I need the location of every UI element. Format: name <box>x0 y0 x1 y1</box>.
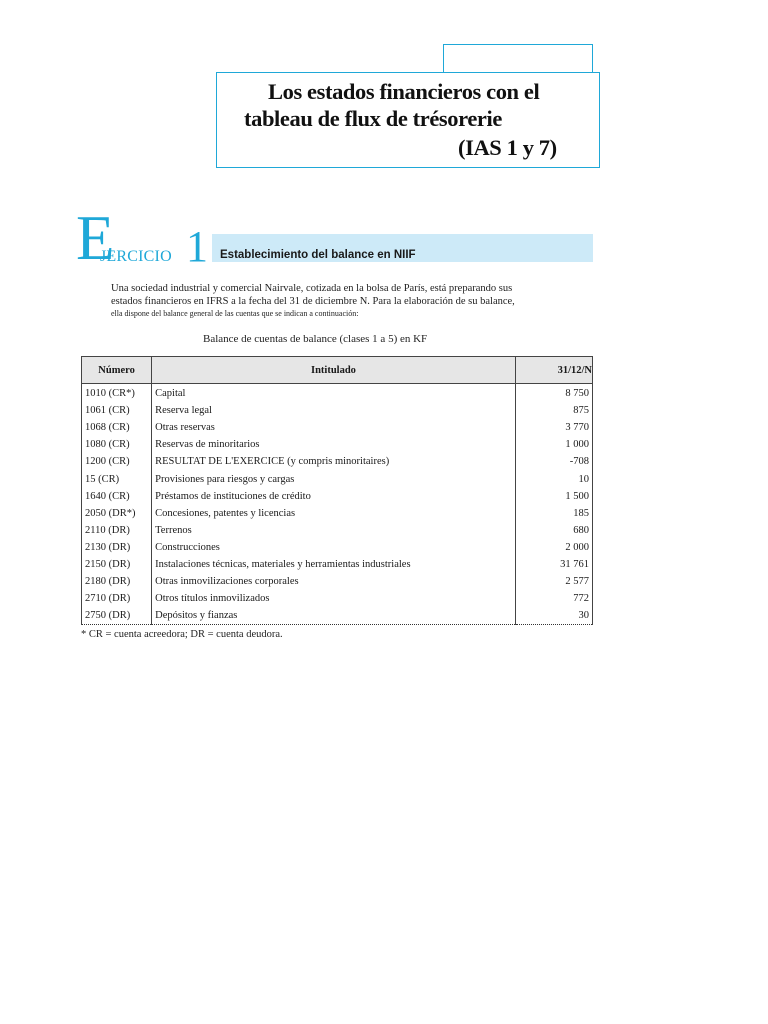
table-header-row <box>82 357 593 384</box>
account-value: 2 000 <box>515 539 592 556</box>
exercise-word: JERCICIO <box>100 248 172 265</box>
account-value: 2 577 <box>515 573 592 590</box>
account-number: 15 (CR) <box>82 470 152 487</box>
account-label: Otros títulos inmovilizados <box>152 590 516 607</box>
account-number: 2050 (DR*) <box>82 505 152 522</box>
balance-table <box>81 356 593 625</box>
account-value: 3 770 <box>515 419 592 436</box>
footnote: * CR = cuenta acreedora; DR = cuenta deudora. <box>81 629 283 640</box>
account-number: 2110 (DR) <box>82 522 152 539</box>
account-value: -708 <box>515 453 592 470</box>
exercise-initial: E <box>76 203 115 273</box>
account-label: Depósitos y fianzas <box>152 607 516 625</box>
table-row <box>82 539 593 556</box>
table-row <box>82 453 593 470</box>
exercise-heading: Establecimiento del balance en NIIF <box>220 249 416 261</box>
account-number: 2180 (DR) <box>82 573 152 590</box>
account-label: Otras reservas <box>152 419 516 436</box>
account-label: Terrenos <box>152 522 516 539</box>
account-label: Reserva legal <box>152 402 516 419</box>
account-label: Construcciones <box>152 539 516 556</box>
account-value: 875 <box>515 402 592 419</box>
intro-line-2: estados financieros en IFRS a la fecha del 31 de diciembre N. Para la elaboración de su balance, <box>111 296 515 307</box>
table-row <box>82 436 593 453</box>
table-row <box>82 470 593 487</box>
account-value: 1 500 <box>515 488 592 505</box>
account-label: Préstamos de instituciones de crédito <box>152 488 516 505</box>
account-number: 1640 (CR) <box>82 488 152 505</box>
account-number: 2750 (DR) <box>82 607 152 625</box>
account-label: Reservas de minoritarios <box>152 436 516 453</box>
account-label: Provisiones para riesgos y cargas <box>152 470 516 487</box>
account-value: 680 <box>515 522 592 539</box>
account-value: 185 <box>515 505 592 522</box>
table-row <box>82 590 593 607</box>
account-number: 2130 (DR) <box>82 539 152 556</box>
chapter-title-line-3: (IAS 1 y 7) <box>458 135 557 160</box>
table-row <box>82 556 593 573</box>
account-number: 1068 (CR) <box>82 419 152 436</box>
table-row <box>82 573 593 590</box>
account-label: Otras inmovilizaciones corporales <box>152 573 516 590</box>
account-number: 1080 (CR) <box>82 436 152 453</box>
table-row <box>82 419 593 436</box>
account-label: RESULTAT DE L'EXERCICE (y compris minoritaires) <box>152 453 516 470</box>
account-label: Capital <box>152 384 516 403</box>
account-value: 31 761 <box>515 556 592 573</box>
exercise-heading-bar <box>212 234 593 262</box>
intro-line-3: ella dispone del balance general de las cuentas que se indican a continuación: <box>111 309 359 318</box>
account-label: Concesiones, patentes y licencias <box>152 505 516 522</box>
table-row <box>82 522 593 539</box>
table-row <box>82 505 593 522</box>
account-value: 1 000 <box>515 436 592 453</box>
account-label: Instalaciones técnicas, materiales y herramientas industriales <box>152 556 516 573</box>
account-number: 2150 (DR) <box>82 556 152 573</box>
account-number: 1200 (CR) <box>82 453 152 470</box>
table-row <box>82 607 593 625</box>
chapter-title-line-1: Los estados financieros con el <box>268 79 540 104</box>
header-date: 31/12/N <box>515 357 592 384</box>
table-row <box>82 384 593 403</box>
chapter-title-box <box>216 72 600 168</box>
table-row <box>82 488 593 505</box>
account-number: 2710 (DR) <box>82 590 152 607</box>
account-number: 1010 (CR*) <box>82 384 152 403</box>
account-value: 8 750 <box>515 384 592 403</box>
header-numero: Número <box>82 357 152 384</box>
table-row <box>82 402 593 419</box>
account-value: 772 <box>515 590 592 607</box>
account-number: 1061 (CR) <box>82 402 152 419</box>
account-value: 10 <box>515 470 592 487</box>
intro-line-1: Una sociedad industrial y comercial Nairvale, cotizada en la bolsa de París, está preparando sus <box>111 283 513 294</box>
table-caption: Balance de cuentas de balance (clases 1 a 5) en KF <box>203 333 428 345</box>
header-intitulado: Intitulado <box>152 357 516 384</box>
chapter-title-line-2: tableau de flux de trésorerie <box>244 106 502 131</box>
account-value: 30 <box>515 607 592 625</box>
exercise-number: 1 <box>186 222 208 271</box>
